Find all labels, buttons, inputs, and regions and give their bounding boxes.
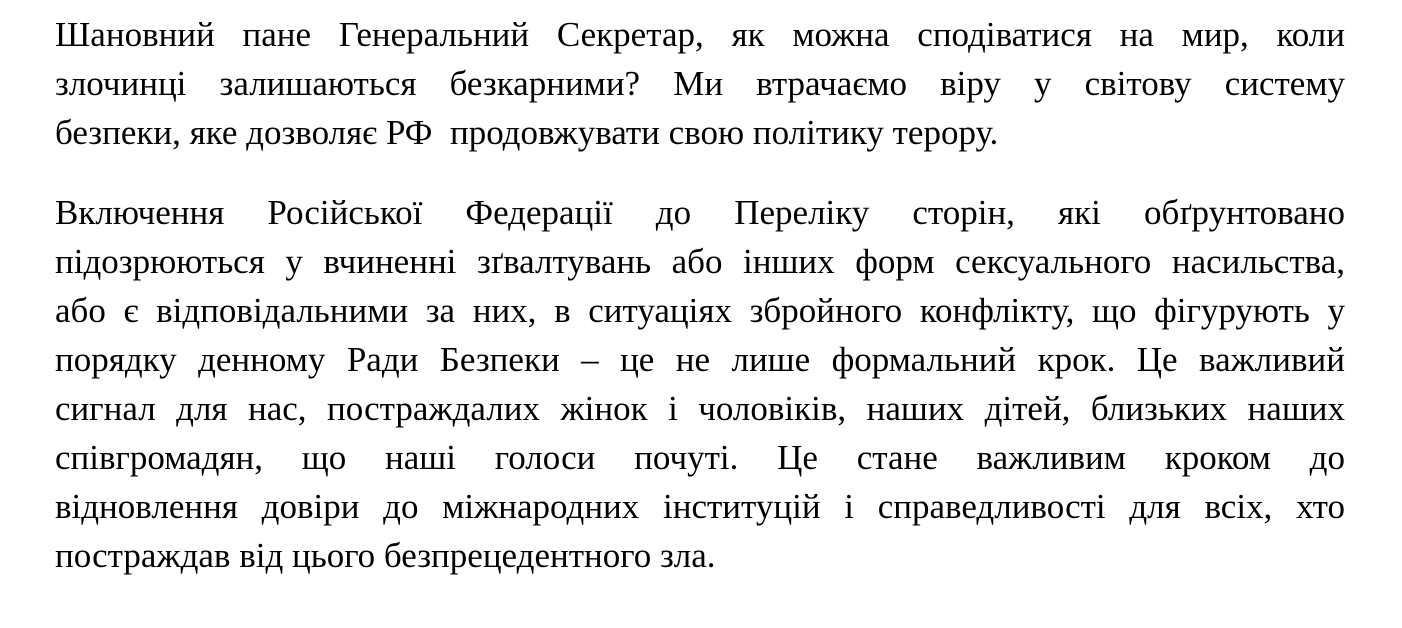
text-line: порядку денному Ради Безпеки – це не лише формальний крок. Це важливий xyxy=(55,340,1345,379)
text-line: злочинці залишаються безкарними? Ми втрачаємо віру у світову систему xyxy=(55,64,1345,103)
text-line: співгромадян, що наші голоси почуті. Це стане важливим кроком до xyxy=(55,438,1345,477)
text-line: Включення Російської Федерації до Переліку сторін, які обґрунтовано xyxy=(55,193,1345,232)
paragraph-body xyxy=(55,188,1345,580)
paragraph-salutation xyxy=(55,10,1345,157)
text-line: постраждав від цього безпрецедентного зла. xyxy=(55,536,716,575)
text-line: Шановний пане Генеральний Секретар, як можна сподіватися на мир, коли xyxy=(55,15,1345,54)
text-line: відновлення довіри до міжнародних інституцій і справедливості для всіх, хто xyxy=(55,487,1345,526)
text-line: сигнал для нас, постраждалих жінок і чоловіків, наших дітей, близьких наших xyxy=(55,389,1345,428)
text-line: підозрюються у вчиненні зґвалтувань або інших форм сексуального насильства, xyxy=(55,242,1345,281)
text-line: безпеки, яке дозволяє РФ продовжувати свою політику терору. xyxy=(55,113,999,152)
text-line: або є відповідальними за них, в ситуаціях збройного конфлікту, що фігурують у xyxy=(55,291,1345,330)
